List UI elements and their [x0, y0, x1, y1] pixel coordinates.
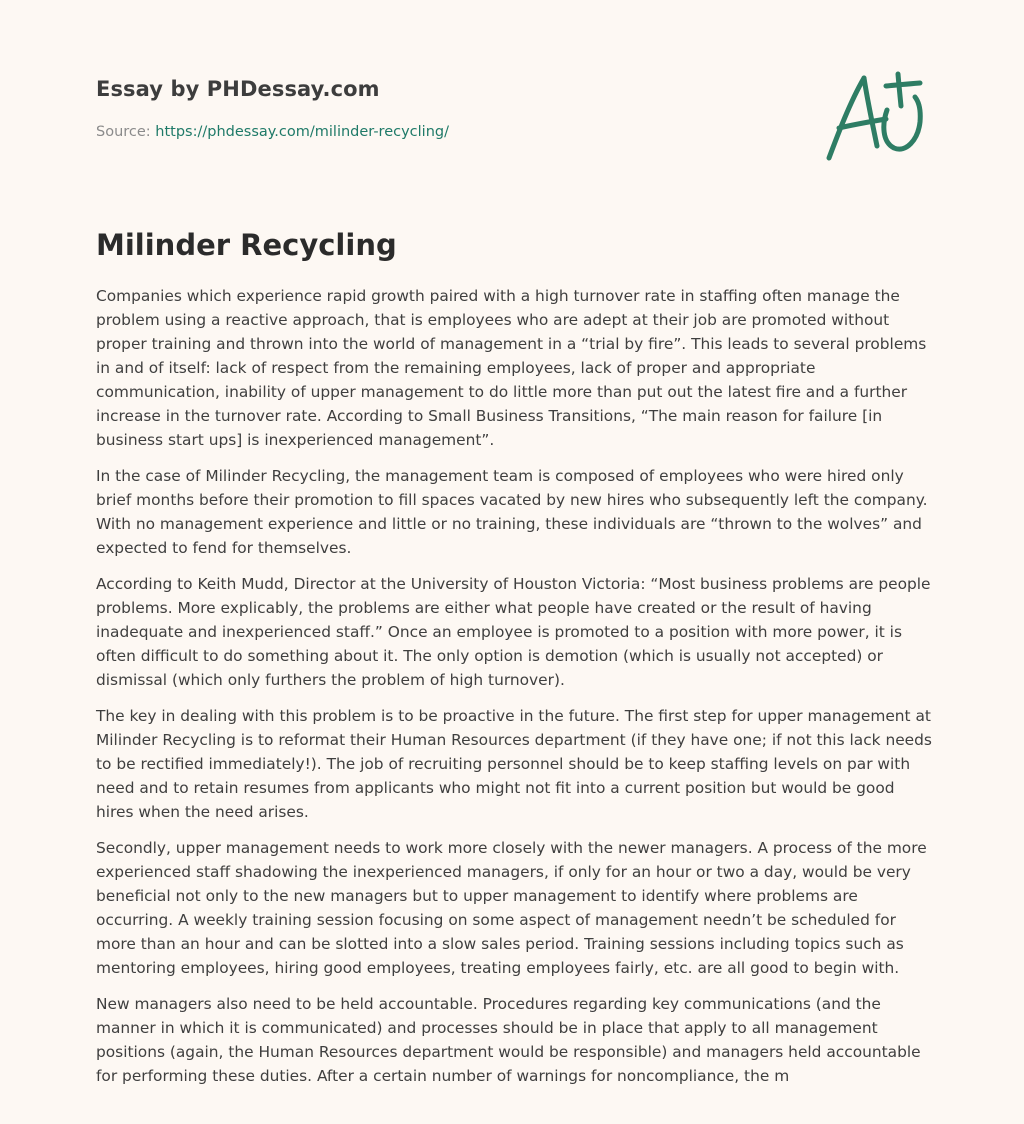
essay-paragraph: According to Keith Mudd, Director at the University of Houston Victoria: “Most business problems are people problems. More explicably, the problems are either what people have created or the result of having inadequate and inexperienced staff.” Once an employee is promoted to a position with more power, it is often difficult to do something about it. The only option is demotion (which is usually not accepted) or dismissal (which only furthers the problem of high turnover). — [96, 575, 931, 689]
essay-body — [96, 284, 936, 1100]
essay-title: Milinder Recycling — [96, 228, 397, 262]
source-line — [96, 122, 716, 142]
essay-paragraph: Secondly, upper management needs to work more closely with the newer managers. A process of the more experienced staff shadowing the inexperienced managers, if only for an hour or two a day, would be very beneficial not only to the new managers but to upper management to identify where problems are occurring. A weekly training session focusing on some aspect of management needn’t be scheduled for more than an hour and can be slotted into a slow sales period. Training sessions including topics such as mentoring employees, hiring good employees, treating employees fairly, etc. are all good to begin with. — [96, 839, 927, 977]
essay-paragraph: The key in dealing with this problem is to be proactive in the future. The first step for upper management at Milinder Recycling is to reformat their Human Resources department (if they have one; if not this lack needs to be rectified immediately!). The job of recruiting personnel should be to keep staffing levels on par with need and to retain resumes from applicants who might not fit into a current position but would be good hires when the need arises. — [96, 707, 932, 821]
essay-paragraph: In the case of Milinder Recycling, the management team is composed of employees who were hired only brief months before their promotion to fill spaces vacated by new hires who subsequently left the company. With no management experience and little or no training, these individuals are “thrown to the wolves” and expected to fend for themselves. — [96, 467, 928, 557]
source-link[interactable]: https://phdessay.com/milinder-recycling/ — [155, 124, 449, 140]
a-plus-logo-icon — [820, 64, 930, 168]
essay-paragraph: New managers also need to be held accountable. Procedures regarding key communications (and the manner in which it is communicated) and processes should be in place that apply to all management positions (again, the Human Resources department would be responsible) and managers held accountable for performing these duties. After a certain number of warnings for noncompliance, the m — [96, 995, 921, 1085]
essay-paragraph: Companies which experience rapid growth paired with a high turnover rate in staffing often manage the problem using a reactive approach, that is employees who are adept at their job are promoted without proper training and thrown into the world of management in a “trial by fire”. This leads to several problems in and of itself: lack of respect from the remaining employees, lack of proper and appropriate communication, inability of upper management to do little more than put out the latest fire and a further increase in the turnover rate. According to Small Business Transitions, “The main reason for failure [in business start ups] is inexperienced management”. — [96, 287, 927, 449]
page-header — [96, 74, 716, 142]
source-label: Source: — [96, 124, 151, 140]
site-brand: Essay by PHDessay.com — [96, 77, 380, 101]
